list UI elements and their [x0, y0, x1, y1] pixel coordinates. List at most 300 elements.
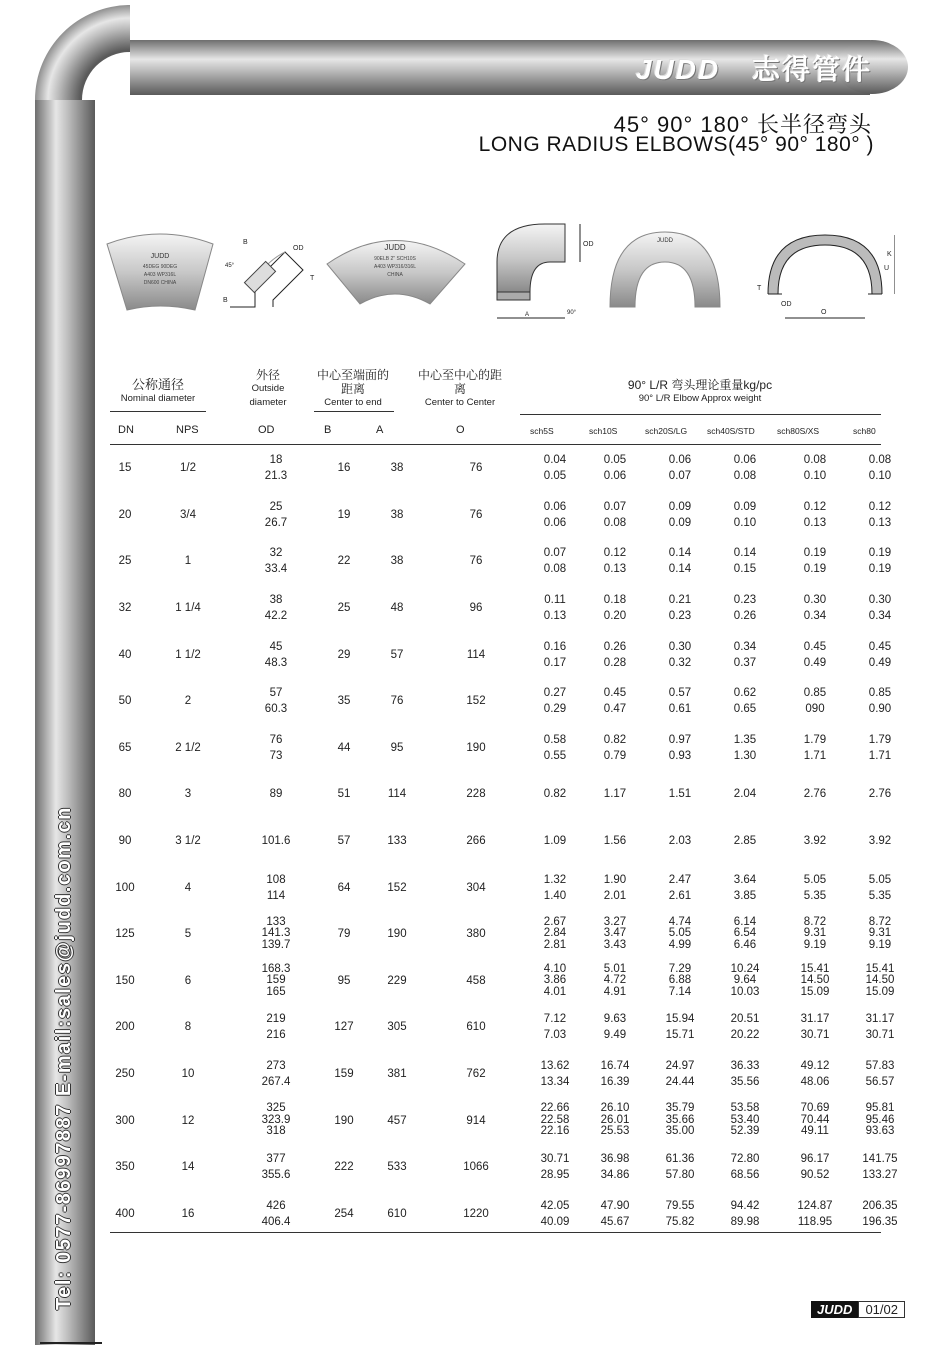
cell-o: 152: [466, 695, 486, 708]
cell-weight: [580, 678, 650, 725]
header-od-cn: 外径: [255, 368, 280, 382]
cell-weight-value: 0.90: [868, 703, 892, 716]
cell-weight: [850, 631, 910, 678]
svg-text:O: O: [821, 309, 827, 316]
cell-weight: [580, 1004, 650, 1051]
cell-weight-value: 1.32: [543, 873, 567, 886]
cell-o: 190: [466, 741, 486, 754]
cell-weight: [650, 678, 710, 725]
cell-weight-value: 3.43: [603, 938, 627, 951]
cell-b: 222: [334, 1161, 354, 1174]
cell-weight: [530, 725, 580, 772]
cell-weight: [780, 958, 850, 1005]
cell-weight-value: 0.34: [733, 640, 757, 653]
cell-weight: [650, 445, 710, 492]
table-row: [110, 864, 910, 911]
cell-weight-value: 5.05: [868, 873, 892, 886]
cell-weight-value: 68.56: [730, 1169, 760, 1182]
cell-weight-value: 9.31: [868, 927, 892, 940]
svg-text:T: T: [757, 285, 762, 292]
cell-weight-value: 0.07: [668, 470, 692, 483]
cell-weight: [780, 818, 850, 865]
cell-weight-value: 30.71: [800, 1029, 830, 1042]
cell-weight: [650, 492, 710, 539]
col-nps: NPS: [176, 424, 199, 436]
cell-weight: [850, 818, 910, 865]
cell-weight-value: 4.72: [603, 974, 627, 987]
cell-b: 79: [337, 928, 351, 941]
header-ctc-en: Center to Center: [424, 397, 496, 408]
cell-nps: 1: [184, 555, 192, 568]
cell-weight: [580, 1097, 650, 1144]
cell-weight-value: 1.09: [543, 835, 567, 848]
cell-nps: 10: [181, 1068, 195, 1081]
cell-weight: [780, 1051, 850, 1098]
table-row: [110, 771, 910, 818]
cell-b: 159: [334, 1068, 354, 1081]
cell-dn: 50: [118, 695, 132, 708]
svg-text:OD: OD: [293, 245, 304, 252]
cell-weight-value: 3.27: [603, 915, 627, 928]
cell-dn: 40: [118, 648, 132, 661]
cell-od: [236, 818, 316, 865]
cell-weight: [580, 631, 650, 678]
cell-weight-value: 14.50: [800, 974, 830, 987]
cell-weight-value: 0.14: [733, 547, 757, 560]
cell-weight: [650, 631, 710, 678]
cell-od-value: 219: [266, 1013, 286, 1026]
cell-weight-value: 090: [805, 703, 825, 716]
cell-weight-value: 0.58: [543, 733, 567, 746]
elbow-data-table: [110, 445, 910, 1237]
cell-weight-value: 0.09: [668, 516, 692, 529]
cell-b: 44: [337, 741, 351, 754]
cell-weight-value: 8.72: [868, 915, 892, 928]
cell-weight-value: 0.55: [543, 749, 567, 762]
cell-weight-value: 0.08: [803, 454, 827, 467]
cell-weight-value: 0.08: [733, 470, 757, 483]
cell-od-value: 32: [269, 547, 283, 560]
cell-weight-value: 13.34: [540, 1076, 570, 1089]
cell-a: 305: [387, 1021, 407, 1034]
cell-weight-value: 0.82: [603, 733, 627, 746]
page-number: 01/02: [858, 1301, 905, 1318]
cell-weight: [650, 1144, 710, 1191]
cell-weight-value: 52.39: [730, 1125, 760, 1138]
svg-text:K: K: [887, 251, 892, 258]
cell-weight-value: 5.05: [803, 873, 827, 886]
cell-weight: [530, 864, 580, 911]
cell-weight: [650, 1051, 710, 1098]
cell-od-value: 168.3: [261, 962, 291, 975]
elbow-45-drawing: [223, 239, 315, 307]
svg-text:JUDD: JUDD: [150, 253, 170, 260]
cell-weight: [710, 538, 780, 585]
cell-weight-value: 3.92: [868, 835, 892, 848]
col-dn: DN: [118, 424, 134, 436]
cell-weight-value: 7.29: [668, 962, 692, 975]
cell-weight-value: 0.29: [543, 703, 567, 716]
cell-weight-value: 5.05: [668, 927, 692, 940]
cell-o: 266: [466, 835, 486, 848]
cell-weight-value: 10.03: [730, 985, 760, 998]
cell-weight: [780, 631, 850, 678]
cell-weight-value: 9.63: [603, 1013, 627, 1026]
cell-nps: 1 1/4: [175, 602, 201, 615]
cell-weight-value: 15.71: [665, 1029, 695, 1042]
cell-weight: [650, 864, 710, 911]
cell-weight-value: 0.30: [668, 640, 692, 653]
cell-nps: 8: [184, 1021, 192, 1034]
cell-weight-value: 0.10: [733, 516, 757, 529]
cell-weight: [850, 585, 910, 632]
cell-od: [236, 445, 316, 492]
cell-weight: [580, 818, 650, 865]
cell-weight: [710, 864, 780, 911]
cell-weight-value: 25.53: [600, 1125, 630, 1138]
cell-weight: [780, 678, 850, 725]
cell-weight-value: 2.76: [803, 788, 827, 801]
cell-weight-value: 40.09: [540, 1215, 570, 1228]
cell-weight-value: 8.72: [803, 915, 827, 928]
cell-od-value: 48.3: [264, 656, 288, 669]
cell-weight: [530, 631, 580, 678]
cell-weight: [530, 492, 580, 539]
cell-weight-value: 0.06: [603, 470, 627, 483]
cell-weight-value: 2.81: [543, 938, 567, 951]
cell-dn: 80: [118, 788, 132, 801]
cell-nps: 16: [181, 1207, 195, 1220]
cell-weight-value: 0.37: [733, 656, 757, 669]
cell-weight: [530, 771, 580, 818]
cell-weight: [530, 1051, 580, 1098]
cell-od-value: 25: [269, 500, 283, 513]
cell-weight: [710, 1004, 780, 1051]
cell-dn: 32: [118, 602, 132, 615]
cell-weight: [710, 1097, 780, 1144]
cell-weight: [780, 585, 850, 632]
cell-dn: 15: [118, 462, 132, 475]
table-row: [110, 1004, 910, 1051]
cell-weight-value: 95.46: [865, 1113, 895, 1126]
cell-weight: [710, 585, 780, 632]
svg-text:JUDD: JUDD: [657, 238, 673, 244]
cell-o: 1220: [463, 1207, 489, 1220]
cell-weight: [580, 864, 650, 911]
header-weight: [520, 378, 880, 406]
cell-weight-value: 0.18: [603, 594, 627, 607]
cell-weight: [850, 1144, 910, 1191]
cell-weight: [850, 1191, 910, 1238]
cell-od-value: 216: [266, 1029, 286, 1042]
cell-weight-value: 0.45: [868, 640, 892, 653]
elbow-90-drawing: [497, 224, 594, 318]
elbow-45-photo: [107, 234, 213, 310]
cell-nps: 5: [184, 928, 192, 941]
cell-weight: [650, 1004, 710, 1051]
elbow-180-drawing: [757, 235, 895, 318]
header-cte-en: Center to end: [324, 397, 382, 408]
cell-weight-value: 0.19: [803, 547, 827, 560]
cell-weight-value: 7.14: [668, 985, 692, 998]
elbow-90-photo: [327, 241, 465, 305]
cell-weight-value: 26.01: [600, 1113, 630, 1126]
cell-weight: [710, 771, 780, 818]
brand-logo: JUDD: [635, 54, 721, 85]
cell-dn: 90: [118, 835, 132, 848]
cell-b: 16: [337, 462, 351, 475]
cell-weight: [580, 771, 650, 818]
elbow-illustrations: [105, 222, 895, 327]
cell-weight: [580, 958, 650, 1005]
cell-weight-value: 0.05: [603, 454, 627, 467]
page-footer: [811, 1301, 905, 1318]
header-cte-cn: 中心至端面的距离: [316, 368, 389, 396]
cell-b: 25: [337, 602, 351, 615]
cell-weight-value: 1.90: [603, 873, 627, 886]
cell-weight-value: 61.36: [665, 1153, 695, 1166]
cell-weight: [780, 864, 850, 911]
cell-weight-value: 16.39: [600, 1076, 630, 1089]
cell-weight-value: 28.95: [540, 1169, 570, 1182]
cell-weight-value: 0.12: [603, 547, 627, 560]
cell-weight: [580, 1051, 650, 1098]
cell-weight: [580, 1144, 650, 1191]
cell-o: 304: [466, 881, 486, 894]
cell-weight-value: 7.12: [543, 1013, 567, 1026]
cell-o: 1066: [463, 1161, 489, 1174]
cell-weight-value: 0.15: [733, 563, 757, 576]
cell-weight: [850, 725, 910, 772]
cell-weight: [650, 1097, 710, 1144]
cell-weight-value: 1.79: [803, 733, 827, 746]
cell-weight-value: 94.42: [730, 1199, 760, 1212]
col-sch5s: sch5S: [530, 426, 554, 436]
cell-nps: 2: [184, 695, 192, 708]
cell-weight: [580, 725, 650, 772]
cell-weight-value: 10.24: [730, 962, 760, 975]
cell-od-value: 165: [266, 985, 286, 998]
cell-weight-value: 196.35: [862, 1215, 898, 1228]
cell-weight-value: 15.09: [865, 985, 895, 998]
cell-weight-value: 0.97: [668, 733, 692, 746]
cell-weight-value: 57.83: [865, 1060, 895, 1073]
cell-weight: [780, 1097, 850, 1144]
cell-weight-value: 96.17: [800, 1153, 830, 1166]
cell-weight-value: 6.54: [733, 927, 757, 940]
cell-weight-value: 0.30: [803, 594, 827, 607]
cell-weight-value: 0.13: [868, 516, 892, 529]
cell-a: 133: [387, 835, 407, 848]
cell-dn: 350: [115, 1161, 135, 1174]
cell-dn: 250: [115, 1068, 135, 1081]
cell-nps: 6: [184, 974, 192, 987]
table-row: [110, 1191, 910, 1238]
cell-weight-value: 36.33: [730, 1060, 760, 1073]
cell-weight-value: 0.13: [603, 563, 627, 576]
cell-b: 57: [337, 835, 351, 848]
cell-weight-value: 0.06: [543, 500, 567, 513]
cell-dn: 65: [118, 741, 132, 754]
cell-weight: [530, 678, 580, 725]
cell-od: [236, 1051, 316, 1098]
cell-weight-value: 70.44: [800, 1113, 830, 1126]
svg-text:OD: OD: [583, 241, 594, 248]
cell-b: 127: [334, 1021, 354, 1034]
cell-weight-value: 3.47: [603, 927, 627, 940]
cell-weight: [780, 445, 850, 492]
svg-text:A403 WP316/316L: A403 WP316/316L: [374, 264, 416, 270]
cell-weight-value: 1.30: [733, 749, 757, 762]
cell-weight-value: 48.06: [800, 1076, 830, 1089]
cell-od: [236, 1004, 316, 1051]
cell-weight: [710, 958, 780, 1005]
svg-text:DN600 CHINA: DN600 CHINA: [143, 280, 177, 286]
cell-od: [236, 538, 316, 585]
cell-weight: [580, 492, 650, 539]
cell-weight-value: 1.79: [868, 733, 892, 746]
cell-weight: [530, 1144, 580, 1191]
cell-weight-value: 53.58: [730, 1102, 760, 1115]
page-title-en: LONG RADIUS ELBOWS(45° 90° 180° ): [478, 133, 874, 156]
cell-weight: [850, 678, 910, 725]
cell-od-value: 139.7: [261, 938, 291, 951]
cell-weight-value: 0.26: [603, 640, 627, 653]
cell-weight-value: 35.56: [730, 1076, 760, 1089]
cell-od-value: 114: [266, 889, 286, 902]
cell-weight-value: 0.09: [733, 500, 757, 513]
cell-od: [236, 585, 316, 632]
header-center-end: [312, 368, 394, 410]
cell-weight-value: 206.35: [862, 1199, 898, 1212]
col-o: O: [456, 424, 465, 436]
cell-od-value: 108: [266, 873, 286, 886]
cell-weight-value: 5.35: [868, 889, 892, 902]
cell-weight-value: 0.16: [543, 640, 567, 653]
svg-text:CHINA: CHINA: [387, 272, 403, 278]
cell-od-value: 426: [266, 1199, 286, 1212]
cell-weight-value: 0.05: [543, 470, 567, 483]
cell-weight-value: 0.07: [543, 547, 567, 560]
cell-a: 57: [390, 648, 404, 661]
cell-weight: [530, 911, 580, 958]
cell-weight: [580, 585, 650, 632]
cell-weight-value: 0.12: [868, 500, 892, 513]
cell-weight: [710, 725, 780, 772]
svg-text:45°: 45°: [225, 263, 235, 269]
cell-weight-value: 2.61: [668, 889, 692, 902]
cell-od-value: 42.2: [264, 610, 288, 623]
cell-o: 380: [466, 928, 486, 941]
svg-text:45DEG 90DEG: 45DEG 90DEG: [142, 264, 178, 270]
cell-od-value: 60.3: [264, 703, 288, 716]
cell-od-value: 267.4: [261, 1076, 291, 1089]
cell-weight-value: 1.56: [603, 835, 627, 848]
cell-weight-value: 24.44: [665, 1076, 695, 1089]
cell-a: 114: [387, 788, 407, 801]
cell-weight-value: 0.34: [868, 610, 892, 623]
cell-weight-value: 1.17: [603, 788, 627, 801]
cell-weight-value: 26.10: [600, 1102, 630, 1115]
cell-weight-value: 0.45: [603, 687, 627, 700]
cell-weight-value: 34.86: [600, 1169, 630, 1182]
cell-od: [236, 678, 316, 725]
cell-od-value: 101.6: [261, 835, 291, 848]
cell-o: 914: [466, 1114, 486, 1127]
cell-od-value: 133: [266, 915, 286, 928]
cell-weight: [580, 538, 650, 585]
col-a: A: [376, 424, 384, 436]
cell-weight: [780, 1144, 850, 1191]
cell-o: 114: [466, 648, 486, 661]
cell-weight: [780, 538, 850, 585]
cell-weight: [580, 911, 650, 958]
cell-weight-value: 1.51: [668, 788, 692, 801]
cell-weight: [850, 445, 910, 492]
cell-weight: [780, 911, 850, 958]
cell-weight-value: 0.79: [603, 749, 627, 762]
svg-text:90°: 90°: [567, 310, 577, 316]
cell-a: 48: [390, 602, 404, 615]
cell-weight-value: 0.06: [733, 454, 757, 467]
cell-weight-value: 2.85: [733, 835, 757, 848]
cell-weight-value: 2.04: [733, 788, 757, 801]
cell-od: [236, 958, 316, 1005]
footer-logo: JUDD: [811, 1301, 858, 1318]
cell-o: 96: [469, 602, 483, 615]
cell-weight-value: 22.66: [540, 1102, 570, 1115]
cell-weight: [530, 1191, 580, 1238]
cell-weight: [850, 1004, 910, 1051]
cell-weight-value: 2.84: [543, 927, 567, 940]
cell-od-value: 318: [266, 1125, 286, 1138]
cell-weight-value: 45.67: [600, 1215, 630, 1228]
cell-weight-value: 53.40: [730, 1113, 760, 1126]
cell-weight-value: 22.16: [540, 1125, 570, 1138]
cell-weight-value: 5.35: [803, 889, 827, 902]
cell-weight-value: 20.51: [730, 1013, 760, 1026]
svg-text:OD: OD: [781, 301, 792, 308]
header-weight-en: 90° L/R Elbow Approx weight: [638, 393, 762, 404]
cell-weight-value: 0.19: [868, 547, 892, 560]
col-sch80s: sch80S/XS: [777, 426, 820, 436]
cell-weight-value: 0.85: [803, 687, 827, 700]
cell-b: 22: [337, 555, 351, 568]
cell-weight-value: 30.71: [865, 1029, 895, 1042]
cell-dn: 20: [118, 508, 132, 521]
cell-weight: [850, 492, 910, 539]
cell-weight-value: 0.09: [668, 500, 692, 513]
cell-weight: [710, 492, 780, 539]
cell-weight: [580, 445, 650, 492]
header-od-en: Outside diameter: [249, 383, 287, 408]
cell-weight-value: 31.17: [800, 1013, 830, 1026]
svg-text:A403 WP316L: A403 WP316L: [143, 272, 177, 278]
cell-weight: [710, 678, 780, 725]
cell-b: 254: [334, 1207, 354, 1220]
cell-weight-value: 7.03: [543, 1029, 567, 1042]
cell-weight-value: 30.71: [540, 1153, 570, 1166]
svg-text:JUDD: JUDD: [384, 243, 406, 252]
cell-weight-value: 0.14: [668, 547, 692, 560]
brand-name: 志得管件: [751, 54, 872, 85]
cell-weight-value: 15.09: [800, 985, 830, 998]
cell-weight-value: 16.74: [600, 1060, 630, 1073]
cell-weight-value: 2.01: [603, 889, 627, 902]
cell-weight-value: 4.01: [543, 985, 567, 998]
table-row: [110, 538, 910, 585]
cell-weight: [530, 1004, 580, 1051]
